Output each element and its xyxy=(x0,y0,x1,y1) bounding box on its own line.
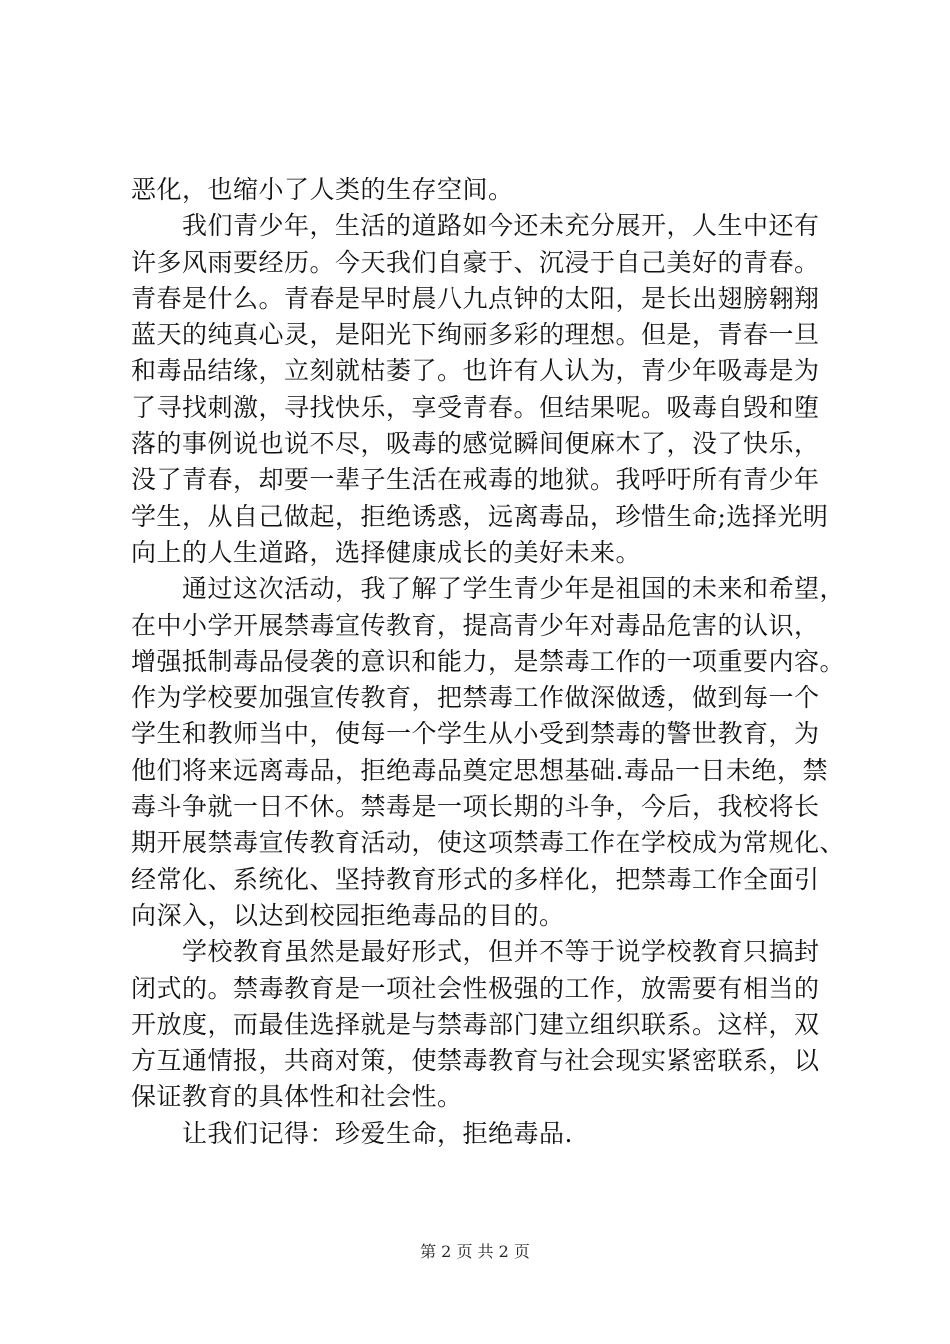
text-line: 和毒品结缘，立刻就枯萎了。也许有人认为，青少年吸毒是为 xyxy=(131,356,820,386)
text-line: 没了青春，却要一辈子生活在戒毒的地狱。我呼吁所有青少年 xyxy=(131,465,820,495)
text-line: 开放度，而最佳选择就是与禁毒部门建立组织联系。这样，双 xyxy=(131,1009,820,1039)
text-line: 毒斗争就一日不休。禁毒是一项长期的斗争，今后，我校将长 xyxy=(131,792,820,822)
text-line: 学校教育虽然是最好形式，但并不等于说学校教育只搞封 xyxy=(131,937,820,967)
body-text xyxy=(131,172,846,1152)
text-line: 学生和教师当中，使每一个学生从小受到禁毒的警世教育，为 xyxy=(131,719,820,749)
page-number-footer: 第 2 页 共 2 页 xyxy=(420,1242,530,1261)
text-line: 闭式的。禁毒教育是一项社会性极强的工作，放需要有相当的 xyxy=(131,973,820,1003)
text-line: 学生，从自己做起，拒绝诱惑，远离毒品，珍惜生命;选择光明 xyxy=(131,501,829,531)
text-line: 保证教育的具体性和社会性。 xyxy=(131,1082,463,1112)
text-line: 青春是什么。青春是早时晨八九点钟的太阳，是长出翅膀翱翔 xyxy=(131,283,820,313)
text-line: 向上的人生道路，选择健康成长的美好未来。 xyxy=(131,537,642,567)
text-line: 让我们记得：珍爱生命，拒绝毒品. xyxy=(131,1118,573,1148)
text-line: 了寻找刺激，寻找快乐，享受青春。但结果呢。吸毒自毁和堕 xyxy=(131,392,820,422)
text-line: 经常化、系统化、坚持教育形式的多样化，把禁毒工作全面引 xyxy=(131,864,820,894)
text-line: 在中小学开展禁毒宣传教育，提高青少年对毒品危害的认识， xyxy=(131,610,820,640)
text-line: 许多风雨要经历。今天我们自豪于、沉浸于自己美好的青春。 xyxy=(131,247,820,277)
text-line: 向深入，以达到校园拒绝毒品的目的。 xyxy=(131,900,565,930)
text-line: 期开展禁毒宣传教育活动，使这项禁毒工作在学校成为常规化、 xyxy=(131,828,846,858)
text-line: 作为学校要加强宣传教育，把禁毒工作做深做透，做到每一个 xyxy=(131,683,820,713)
text-line: 方互通情报，共商对策，使禁毒教育与社会现实紧密联系，以 xyxy=(131,1046,820,1076)
text-line: 恶化，也缩小了人类的生存空间。 xyxy=(131,175,514,204)
text-line: 通过这次活动，我了解了学生青少年是祖国的未来和希望， xyxy=(131,574,846,604)
text-line: 他们将来远离毒品，拒绝毒品奠定思想基础.毒品一日未绝，禁 xyxy=(131,755,828,785)
text-line: 蓝天的纯真心灵，是阳光下绚丽多彩的理想。但是，青春一旦 xyxy=(131,320,820,350)
text-line: 增强抵制毒品侵袭的意识和能力，是禁毒工作的一项重要内容。 xyxy=(131,646,846,676)
text-line: 我们青少年，生活的道路如今还未充分展开，人生中还有 xyxy=(131,211,820,241)
text-line: 落的事例说也说不尽，吸毒的感觉瞬间便麻木了，没了快乐， xyxy=(131,429,820,459)
